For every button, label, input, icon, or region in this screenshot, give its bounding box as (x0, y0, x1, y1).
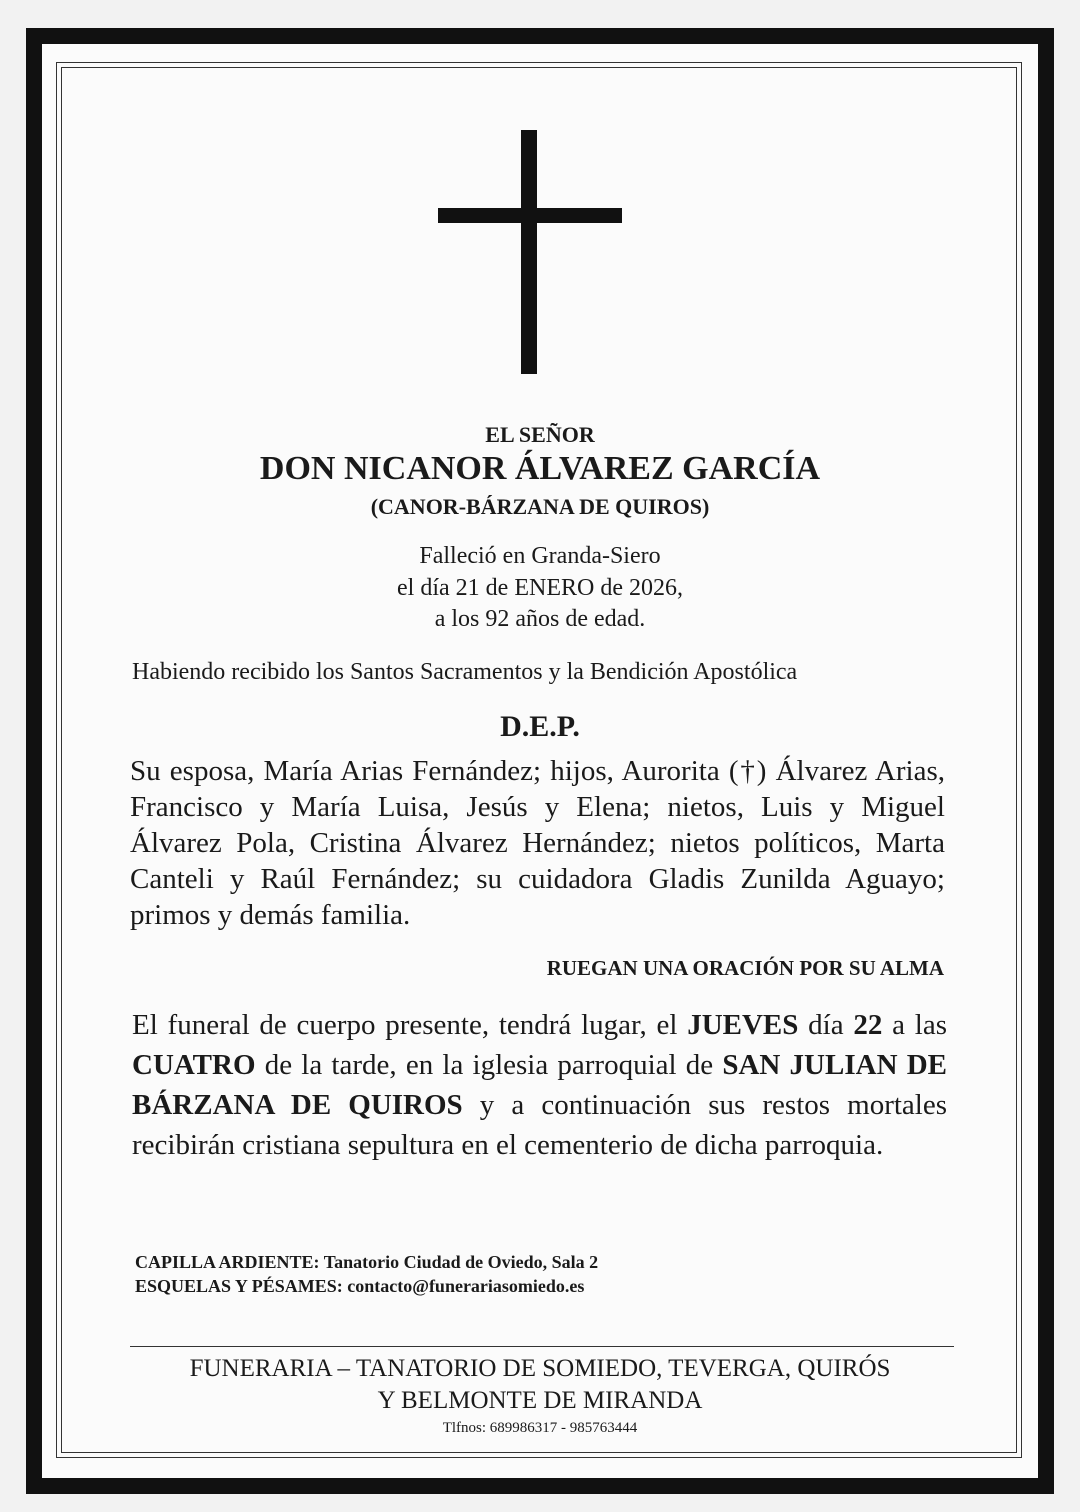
funeral-text-3: a las (882, 1009, 947, 1041)
funeral-paragraph (132, 1005, 947, 1165)
funeral-text-4: de la tarde, en la iglesia parroquial de (255, 1049, 723, 1081)
funeral-church: SAN JULIAN DE BÁRZANA DE QUIROS (132, 1049, 947, 1121)
esquelas-pesames (135, 1276, 584, 1297)
family-paragraph: Su esposa, María Arias Fernández; hijos, Aurorita (†) Álvarez Arias, Francisco y María Luisa, Jesús y Elena; nietos, Luis y Miguel Álvarez Pola, Cristina Álvarez Hernández; nietos políticos, Marta Canteli y Raúl Fernández; su cuidadora Gladis Zunilda Aguayo; primos y demás familia. (130, 755, 945, 931)
deceased-alias: (CANOR-BÁRZANA DE QUIROS) (370, 494, 710, 519)
cross-horizontal-bar (438, 208, 622, 223)
capilla-label: CAPILLA ARDIENTE: (135, 1252, 320, 1272)
esquelas-email: contacto@funerariasomiedo.es (342, 1276, 585, 1296)
funeral-hour: CUATRO (132, 1049, 256, 1081)
prayer-request: RUEGAN UNA ORACIÓN POR SU ALMA (546, 956, 944, 980)
footer-company-line2: Y BELMONTE DE MIRANDA (377, 1387, 703, 1414)
funeral-text-1: El funeral de cuerpo presente, tendrá lugar, el (132, 1009, 688, 1041)
death-age: a los 92 años de edad. (434, 606, 646, 632)
esquelas-label: ESQUELAS Y PÉSAMES: (135, 1276, 343, 1296)
intro-title: EL SEÑOR (485, 422, 595, 447)
death-date: el día 21 de ENERO de 2026, (397, 575, 683, 601)
funeral-text-2: día (798, 1009, 854, 1041)
cross-vertical-bar (521, 130, 537, 374)
deceased-name: DON NICANOR ÁLVAREZ GARCÍA (259, 450, 821, 487)
capilla-value: Tanatorio Ciudad de Oviedo, Sala 2 (319, 1252, 599, 1272)
sacraments-line: Habiendo recibido los Santos Sacramentos y la Bendición Apostólica (132, 659, 798, 685)
footer-company-line1: FUNERARIA – TANATORIO DE SOMIEDO, TEVERGA, QUIRÓS (189, 1355, 891, 1382)
death-place: Falleció en Granda-Siero (419, 543, 661, 569)
funeral-text-5: y a continuación sus restos mortales recibirán cristiana sepultura en el cementerio de dicha parroquia. (132, 1089, 947, 1161)
footer-divider (130, 1346, 954, 1347)
capilla-ardiente (135, 1252, 598, 1273)
funeral-day-name: JUEVES (687, 1009, 799, 1041)
footer-phones: Tlfnos: 689986317 - 985763444 (442, 1420, 638, 1436)
dep-heading: D.E.P. (500, 710, 580, 743)
funeral-day-number: 22 (853, 1009, 883, 1041)
